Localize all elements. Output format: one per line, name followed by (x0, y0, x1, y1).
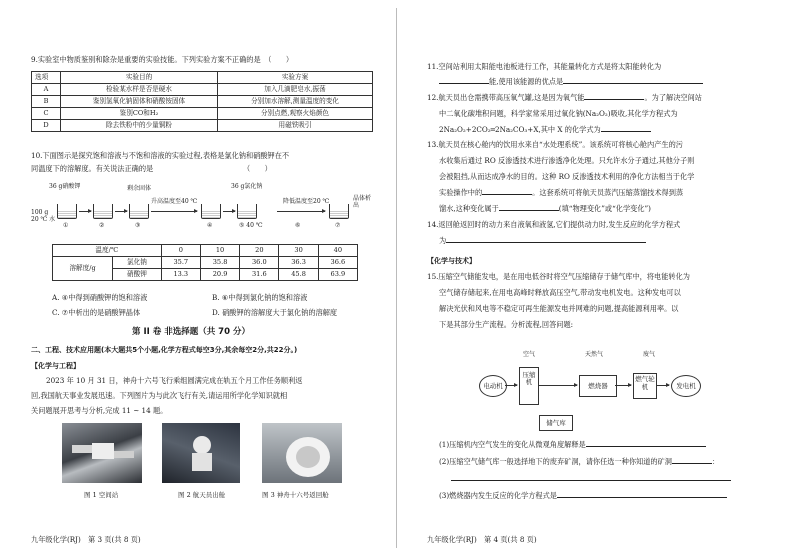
space-station-photo (62, 423, 142, 483)
answer-blank[interactable] (584, 99, 644, 100)
table-row: D 除去铁粉中的少量铜粉 用磁铁吸引 (32, 120, 373, 132)
astronaut-eva-photo (162, 423, 240, 483)
caption-fig1: 图 1 空间站 (84, 491, 119, 499)
q10-option-a: A. ④中得到硝酸钾的饱和溶液 (52, 293, 148, 302)
answer-blank[interactable] (451, 480, 731, 481)
q15-sub-2-cont (451, 474, 731, 485)
label-crystal: 晶体析出 (353, 195, 372, 209)
caption-fig3: 图 3 神舟十六号返回舱 (262, 491, 329, 499)
return-capsule-photo (262, 423, 342, 483)
label-step-3: ③ (135, 222, 141, 229)
label-step-1: ① (63, 222, 69, 229)
label-kno3-added: 36 g硝酸钾 (49, 183, 81, 190)
label-water: 100 g 20 ℃ 水 (31, 209, 56, 223)
arrow (79, 211, 91, 212)
arrow (615, 385, 631, 386)
q15-sub-1: (1)压缩机内空气发生的变化从微观角度解释是 (439, 440, 706, 451)
table-row: A 检验某水样是否是硬水 加入几滴肥皂水,振荡 (32, 84, 373, 96)
q14-line-1: 14.返回舱返回时的动力来自液氧和液氢,它们提供动力时,发生反应的化学方程式 (427, 220, 681, 229)
table-row: 温度/℃ 0 10 20 30 40 (53, 245, 358, 257)
arrow (277, 211, 325, 212)
answer-blank[interactable] (557, 497, 727, 498)
table-row: 选项 实验目的 实验方案 (32, 72, 373, 84)
q11-line-1: 11.空间站利用太阳能电池板进行工作，其能量转化方式是将太阳能转化为 (427, 62, 662, 71)
table-row: B 鉴别氢氧化钠固体和硝酸铵固体 分别加水溶解,测量温度的变化 (32, 96, 373, 108)
q10-option-d: D. 硝酸钾的溶解度大于氯化钠的溶解度 (212, 308, 338, 317)
space-station-icon (62, 423, 142, 483)
arrow (223, 211, 235, 212)
q13-line-5: 馏水,这种变化属于 (填“物理变化”或“化学变化”) (439, 204, 651, 213)
q12-line-3: 2Na₂O₂+2CO₂═2Na₂CO₃+X,其中 X 的化学式为 (439, 125, 651, 136)
q14-line-2: 为 (439, 236, 646, 247)
storage-node: 储气库 (539, 415, 573, 431)
q10-option-b: B. ⑥中得到氯化钠的饱和溶液 (212, 293, 308, 302)
q10-stem-line1: 10.下面图示是探究饱和溶液与不饱和溶液的实验过程,表格是氯化钠和硝酸钾在不 (31, 151, 290, 160)
q12-line-2: 中二氧化碳堆积问题，科学家常采用过氧化钠(Na₂O₂)吸收,其化学方程式为 (439, 109, 678, 118)
arrow (151, 211, 197, 212)
answer-blank[interactable] (563, 83, 703, 84)
q15-line-3: 解决光伏和风电等不稳定可再生能源发电并网难的问题,提高能源利用率。以 (439, 304, 679, 313)
q13-line-1: 13.航天员在核心舱内的饮用水来自“水处理系统”。该系统可将核心舱内产生的污 (427, 140, 683, 149)
footer-left: 九年级化学(RJ) 第 3 页(共 8 页) (31, 535, 141, 544)
arrow (657, 385, 669, 386)
beaker-4 (201, 204, 221, 219)
answer-blank[interactable] (482, 194, 532, 195)
answer-blank[interactable] (601, 131, 651, 132)
intro-line-2: 回,我国航天事业发展迅速。下列图片为与此次飞行有关,请运用所学化学知识就相 (31, 391, 288, 400)
table-row: C 鉴别CO和H₂ 分别点燃,观察火焰颜色 (32, 108, 373, 120)
q9-stem: 9.实验室中物质鉴别和除杂是重要的实验技能。下列实验方案不正确的是 （ ） (31, 55, 294, 64)
label-step-7: ⑦ (335, 222, 341, 229)
label-heat: 升高温度至40 ℃ (151, 198, 198, 205)
q15-sub-2: (2)压缩空气储气库一般选择地下的废弃矿洞，请你任选一种你知道的矿洞 ： (439, 457, 720, 466)
label-step-6: ⑥ (295, 222, 301, 229)
label-step-5: ⑤ 40 ℃ (239, 222, 263, 229)
q9-table (31, 71, 373, 132)
beaker-7 (329, 204, 349, 219)
intro-line-1: 2023 年 10 月 31 日，神舟十六号飞行乘组圆满完成在轨五个月工作任务顺利返 (46, 376, 303, 385)
q13-line-4: 实验操作中的 。这套系统可将航天员蒸汽压缩蒸馏技术得到蒸 (439, 188, 684, 197)
beaker-2 (93, 204, 113, 219)
q12-line-1: 12.航天员出仓需携带高压氧气罐,这是因为氧气能 。为了解决空间站 (427, 93, 702, 102)
q10-option-c: C. ⑦中析出的是硝酸钾晶体 (52, 308, 141, 317)
part-2-heading: 第 II 卷 非选择题（共 70 分） (132, 327, 250, 337)
q13-line-3: 会被阻挡,从而达成净水的目的。这种 RO 反渗透技术利用的净化方法相当于化学 (439, 172, 695, 181)
footer-right: 九年级化学(RJ) 第 4 页(共 8 页) (427, 535, 537, 544)
label-remaining-solid: 剩余固体 (127, 185, 152, 192)
caption-fig2: 图 2 航天员出舱 (178, 491, 226, 499)
label-exhaust: 废气 (643, 351, 656, 358)
q15-sub-3: (3)燃烧器内发生反应的化学方程式是 (439, 491, 727, 502)
q15-line-2: 空气储存储起来,在用电高峰时释放高压空气,带动发电机发电。这种发电可以 (439, 288, 681, 297)
label-step-4: ④ (207, 222, 213, 229)
burner-node: 燃烧器 (579, 375, 617, 397)
beaker-1 (57, 204, 77, 219)
tag-chem-engineering: 【化学与工程】 (31, 362, 80, 370)
answer-blank[interactable] (446, 242, 646, 243)
label-step-2: ② (99, 222, 105, 229)
arrow (115, 211, 127, 212)
generator-node: 发电机 (671, 375, 701, 397)
label-air: 空气 (523, 351, 536, 358)
compressor-node: 压缩机 (519, 367, 539, 405)
arrow (539, 385, 577, 386)
beaker-5 (237, 204, 257, 219)
answer-blank[interactable] (499, 210, 559, 211)
solubility-table (52, 244, 358, 281)
section-2-heading: 二、工程、技术应用题(本大题共5个小题,化学方程式每空3分,其余每空2分,共22分。) (31, 346, 298, 354)
table-row: 溶解度/g 氯化钠 35.7 35.8 36.0 36.3 36.6 (53, 257, 358, 269)
arrow (505, 385, 517, 386)
q15-flow-diagram (467, 345, 727, 435)
table-row: 硝酸钾 13.3 20.9 31.6 45.8 63.9 (53, 269, 358, 281)
label-cool: 降低温度至20 ℃ (283, 198, 330, 205)
motor-node: 电动机 (479, 375, 507, 397)
beaker-3 (129, 204, 149, 219)
answer-blank[interactable] (672, 463, 712, 464)
tag-chem-technology: 【化学与技术】 (427, 257, 476, 265)
label-nacl-added: 36 g氯化钠 (231, 183, 263, 190)
capsule-icon (262, 423, 342, 483)
q11-line-2: 能,使用该能源的优点是 (439, 77, 703, 88)
turbine-node: 燃气轮机 (633, 373, 657, 399)
q15-line-1: 15.压缩空气储能发电，是在用电低谷时将空气压缩储存于储气库中，将电能转化为 (427, 272, 690, 281)
q15-line-4: 下是其部分生产流程。分析流程,回答问题: (439, 320, 574, 329)
answer-blank[interactable] (586, 446, 706, 447)
intro-line-3: 关问题展开思考与分析,完成 11 ~ 14 题。 (31, 406, 168, 415)
right-page (397, 0, 794, 558)
q13-line-2: 水收集后通过 RO 反渗透技术进行渗透净化处理。只允许水分子通过,其他分子则 (439, 156, 695, 165)
label-natural-gas: 天然气 (585, 351, 604, 358)
q10-experiment-figure (31, 180, 376, 232)
q10-stem-line2: 同温度下的溶解度。有关说法正确的是 （ ） (31, 164, 272, 173)
answer-blank[interactable] (439, 83, 489, 84)
astronaut-icon (162, 423, 240, 483)
